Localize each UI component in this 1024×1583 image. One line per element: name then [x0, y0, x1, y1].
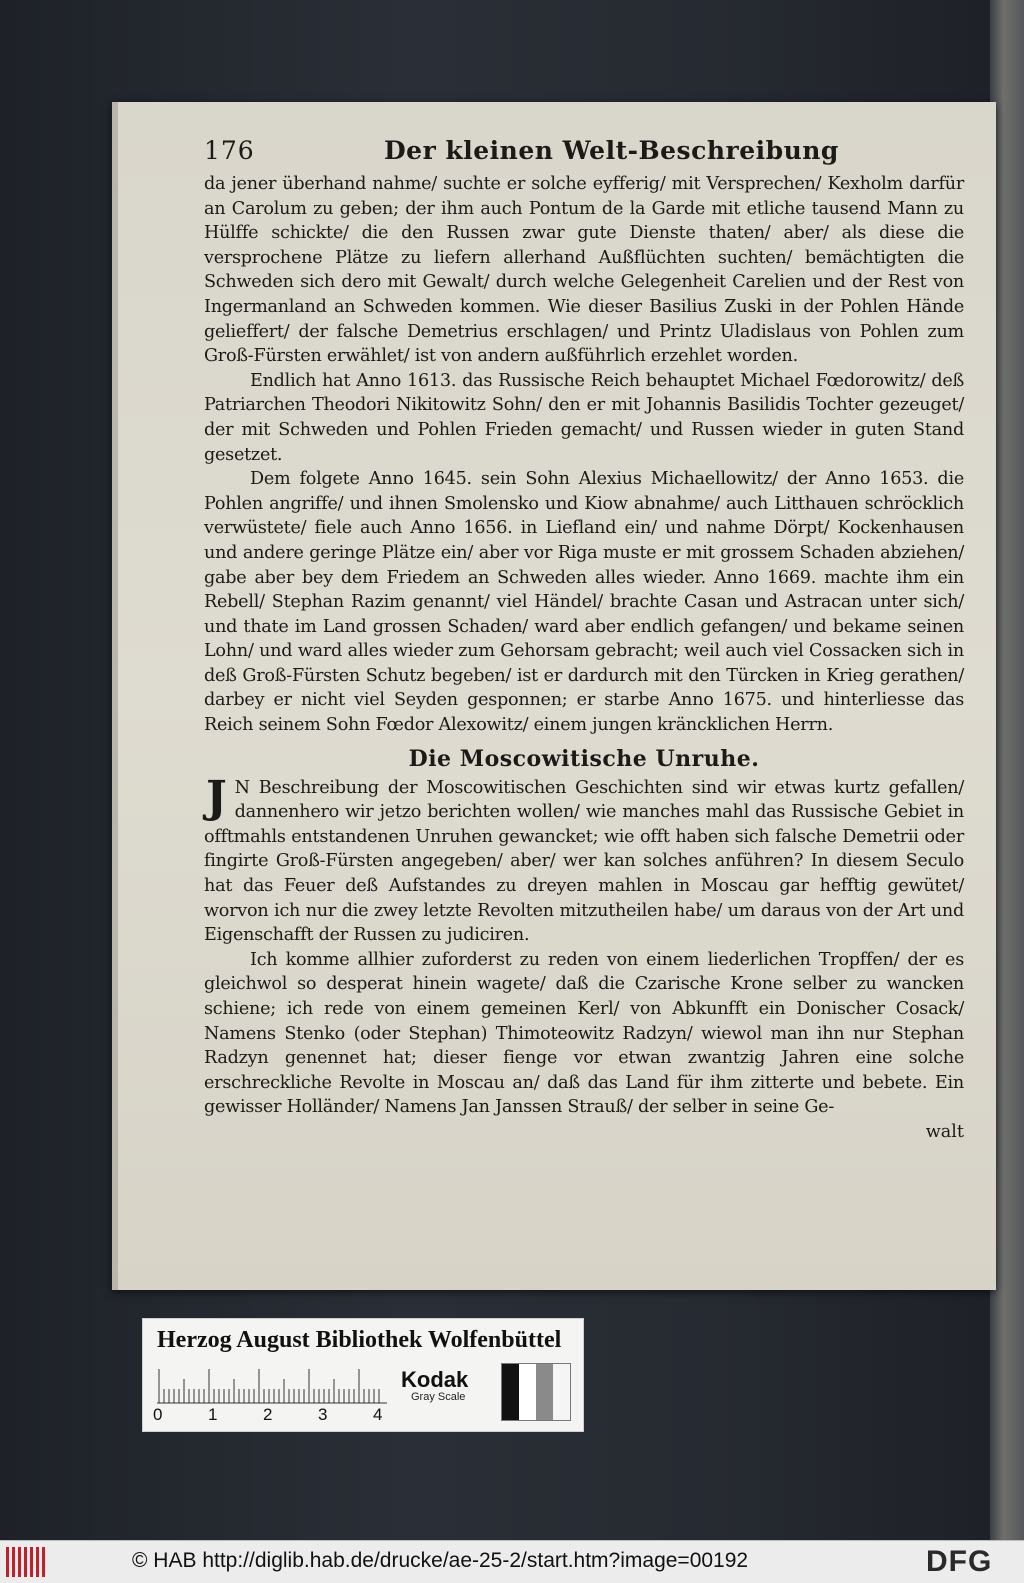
library-name: Herzog August Bibliothek Wolfenbüttel — [157, 1327, 562, 1353]
dfg-logo: DFG — [926, 1545, 993, 1578]
ruler-number: 1 — [208, 1405, 218, 1424]
catchword: walt — [925, 1121, 964, 1142]
kodak-subtitle: Gray Scale — [411, 1391, 466, 1403]
gray-scale-patches — [501, 1363, 571, 1421]
running-head — [204, 136, 964, 170]
ruler-number: 2 — [263, 1405, 273, 1424]
ruler-number: 3 — [318, 1405, 328, 1424]
section-title: Die Moscowitische Unruhe. — [408, 745, 760, 772]
ruler-number: 4 — [373, 1405, 383, 1424]
footer-bar — [0, 1540, 1024, 1583]
library-label-card — [142, 1318, 584, 1432]
page-number: 176 — [204, 136, 255, 165]
hab-logo-icon — [6, 1547, 48, 1577]
kodak-logo: Kodak — [401, 1367, 469, 1392]
paragraph-1: da jener überhand nahme/ suchte er solche eyfferig/ mit Versprechen/ Kexholm darfür an Carolum zu geben; der ihm auch Pontum de la Garde mit etliche tausend Mann zu Hülffe schickte/ die den Russen zwar gute Dienste thaten/ aber/ als diese die versprochene Plätze zu liefern allerhand Außflüchten suchten/ bemächtigten die Schweden sich dero mit Gewalt/ durch welche Gelegenheit Carelien und der Rest von Ingermanland an Schweden kommen. Wie dieser Basilius Zuski in der Pohlen Hände gelieffert/ der falsche Demetrius erschlagen/ und Printz Uladislaus von Pohlen zum Groß-Fürsten erwählet/ ist von andern außführlich erzehlet worden. — [204, 174, 964, 367]
paragraph-3: Dem folgete Anno 1645. sein Sohn Alexius Michaellowitz/ der Anno 1653. die Pohlen angriffe/ und ihnen Smolensko und Kiow abnahme/ auch Litthauen schröcklich verwüstete/ fiele auch Anno 1656. in Liefland ein/ und nahme Dörpt/ Kockenhausen und andere geringe Plätze ein/ aber vor Riga muste er mit grossem Schaden abziehen/ gabe aber bey dem Friedem an Schweden alles wieder. Anno 1669. machte ihm ein Rebell/ Stephan Razim genannt/ viel Händel/ brachte Casan und Astracan unter sich/ und thate im Land grossen Schaden/ ward aber endlich gefangen/ und bekame seinen Lohn/ und ward alles wieder zum Gehorsam gebracht; weil auch viel Cossacken sich in deß Groß-Fürsten Schutz begeben/ ist er dardurch mit den Türcken in Krieg gerathen/ darbey er nicht viel Seyden gesponnen; er starbe Anno 1675. und hinterliesse das Reich seinem Sohn Fœdor Alexowitz/ einem jungen kräncklichen Herrn. — [204, 469, 964, 736]
paragraph-4 — [204, 771, 964, 948]
ruler-number: 0 — [153, 1405, 163, 1424]
paragraph-2: Endlich hat Anno 1613. das Russische Reich behauptet Michael Fœdorowitz/ deß Patriarchen Theodori Nikitowitz Sohn/ den er mit Johannis Basilidis Tochter gezeuget/ der mit Schweden und Pohlen Frieden gemacht/ und Russen wieder in guten Stand gesetzet. — [204, 370, 964, 465]
ruler-icon — [157, 1367, 387, 1405]
page-text-block — [204, 136, 964, 1144]
book-page — [112, 102, 996, 1290]
footer-copyright: © HAB http://diglib.hab.de/drucke/ae-25-2/start.htm?image=00192 — [132, 1549, 749, 1572]
paragraph-4-text: N Beschreibung der Moscowitischen Geschichten sind wir etwas kurtz gefallen/ dannenhero wir jetzo berichten wollen/ wie manches mahl das Russische Gebiet in offtmahls entstandenen Unruhen gewancket; wie offt haben sich falsche Demetrii oder fingirte Groß-Fürsten angegeben/ aber/ wer kan solches anführen? In diesem Seculo hat das Feuer deß Aufstandes zu dreyen mahlen in Moscau gar hefftig gewütet/ worvon ich nur die zwey letzte Revolten mitzutheilen habe/ um daraus von der Art und Eigenschafft der Russen zu judiciren. — [204, 777, 964, 946]
drop-cap: J — [206, 771, 227, 823]
paragraph-5: Ich komme allhier zuforderst zu reden von einem liederlichen Tropffen/ der es gleichwol so desperat hinein wagete/ daß die Czarische Krone selber zu wancken schiene; ich rede von einem gemeinen Kerl/ von Abkunfft ein Donischer Cosack/ Namens Stenko (oder Stephan) Thimoteowitz Radzyn/ wiewol man ihn nur Stephan Radzyn genennet hat; dieser fienge vor etwan zwantzig Jahren eine solche erschreckliche Revolte in Moscau an/ daß das Land für ihm zitterte und bebete. Ein gewisser Holländer/ Namens Jan Janssen Strauß/ der selber in seine Ge- — [204, 949, 964, 1118]
ruler-numbers — [153, 1405, 393, 1427]
page-header: Der kleinen Welt-Beschreibung — [384, 136, 839, 165]
